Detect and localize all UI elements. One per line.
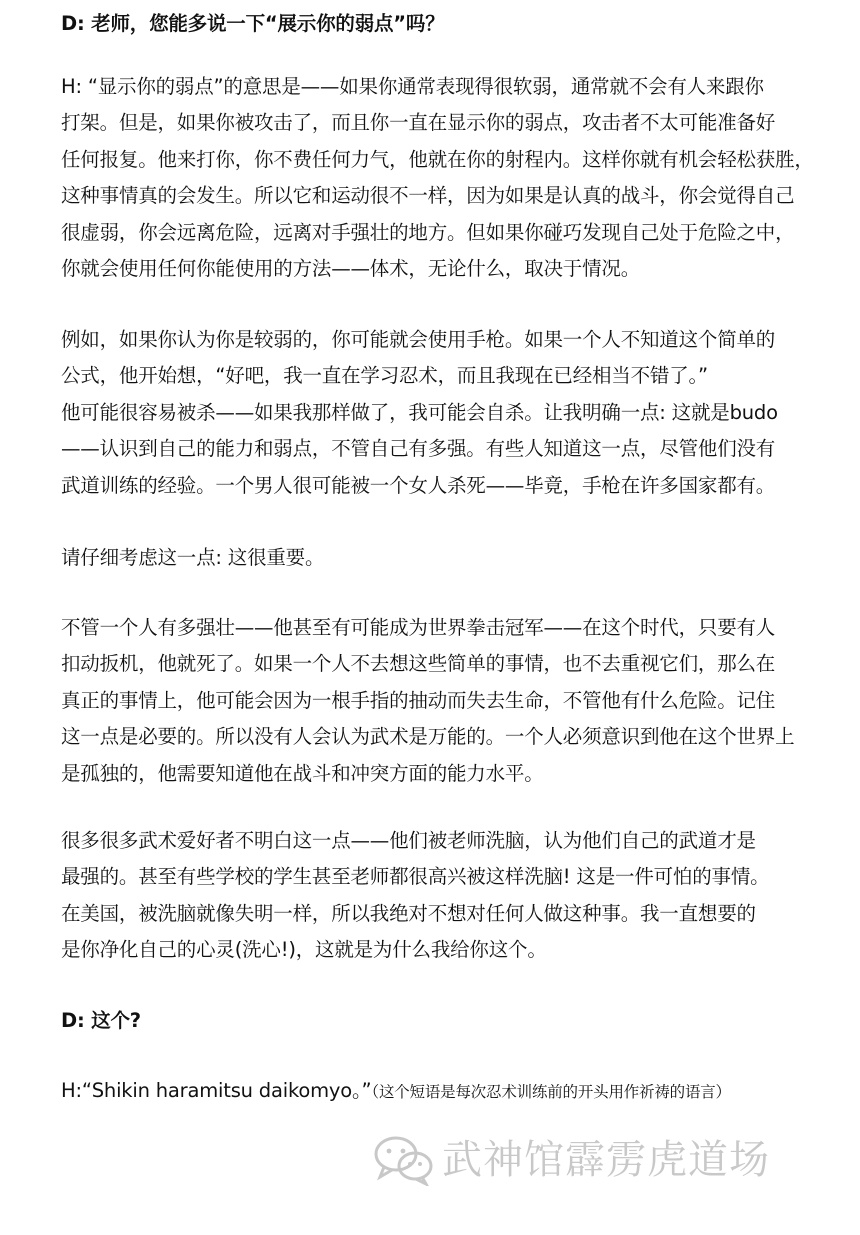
- text-line: 武道训练的经验。一个男人很可能被一个女人杀死——毕竟，手枪在许多国家都有。: [61, 473, 776, 497]
- question-2: [61, 1003, 851, 1039]
- question-line: D: 这个?: [61, 1009, 141, 1032]
- text-line: 最强的。甚至有些学校的学生甚至老师都很高兴被这样洗脑! 这是一件可怕的事情。: [61, 865, 770, 889]
- text-line: 例如，如果你认为你是较弱的，你可能就会使用手枪。如果一个人不知道这个简单的: [61, 328, 776, 351]
- text-line: ——认识到自己的能力和弱点，不管自己有多强。有些人知道这一点，尽管他们没有: [61, 437, 776, 461]
- answer-phrase: H:“Shikin haramitsu daikomyo。”: [61, 1079, 372, 1102]
- watermark-text: 武神馆霹雳虎道场: [442, 1137, 770, 1183]
- text-line: 公式，他开始想，“好吧，我一直在学习忍术，而且我现在已经相当不错了。”: [61, 364, 708, 388]
- text-line: 任何报复。他来打你，你不费任何力气，他就在你的射程内。这样你就有机会轻松获胜，: [61, 147, 814, 171]
- text-line: 真正的事情上，他可能会因为一根手指的抽动而失去生命，不管他有什么危险。记住: [61, 688, 776, 712]
- paragraph-2: [61, 322, 851, 504]
- text-line: 很多很多武术爱好者不明白这一点——他们被老师洗脑，认为他们自己的武道才是: [61, 829, 756, 852]
- paragraph-5: [61, 823, 851, 969]
- question-1: [61, 6, 851, 42]
- text-line: 他可能很容易被杀——如果我那样做了，我可能会自杀。让我明确一点: 这就是budo: [61, 400, 778, 424]
- question-line: D: 老师，您能多说一下“展示你的弱点”吗？: [61, 12, 445, 35]
- answer-line: [61, 1073, 851, 1109]
- text-line: 是孤独的，他需要知道他在战斗和冲突方面的能力水平。: [61, 761, 544, 785]
- text-line: 打架。但是，如果你被攻击了，而且你一直在显示你的弱点，攻击者不太可能准备好: [61, 111, 776, 135]
- answer-note: （这个短语是每次忍术训练前的开头用作祈祷的语言）: [371, 1083, 731, 1101]
- text-line: 这种事情真的会发生。所以它和运动很不一样，因为如果是认真的战斗，你会觉得自己: [61, 184, 795, 208]
- wechat-icon: [372, 1134, 434, 1186]
- text-line: 扣动扳机，他就死了。如果一个人不去想这些简单的事情，也不去重视它们，那么在: [61, 652, 776, 676]
- text-line: 这一点是必要的。所以没有人会认为武术是万能的。一个人必须意识到他在这个世界上: [61, 725, 795, 749]
- answer-1: [61, 69, 851, 287]
- text-line: H: “显示你的弱点”的意思是——如果你通常表现得很软弱，通常就不会有人来跟你: [61, 75, 764, 98]
- text-line: 不管一个人有多强壮——他甚至有可能成为世界拳击冠军——在这个时代，只要有人: [61, 616, 776, 639]
- paragraph-3: [61, 540, 851, 576]
- text-line: 请仔细考虑这一点: 这很重要。: [61, 546, 325, 569]
- text-line: 在美国，被洗脑就像失明一样，所以我绝对不想对任何人做这种事。我一直想要的: [61, 901, 756, 925]
- watermark: [372, 1128, 770, 1192]
- answer-2: [61, 1073, 851, 1109]
- text-line: 很虚弱，你会远离危险，远离对手强壮的地方。但如果你碰巧发现自己处于危险之中，: [61, 220, 795, 244]
- text-line: 你就会使用任何你能使用的方法——体术，无论什么，取决于情况。: [61, 256, 641, 280]
- paragraph-4: [61, 610, 851, 792]
- text-line: 是你净化自己的心灵(洗心!)，这就是为什么我给你这个。: [61, 938, 547, 962]
